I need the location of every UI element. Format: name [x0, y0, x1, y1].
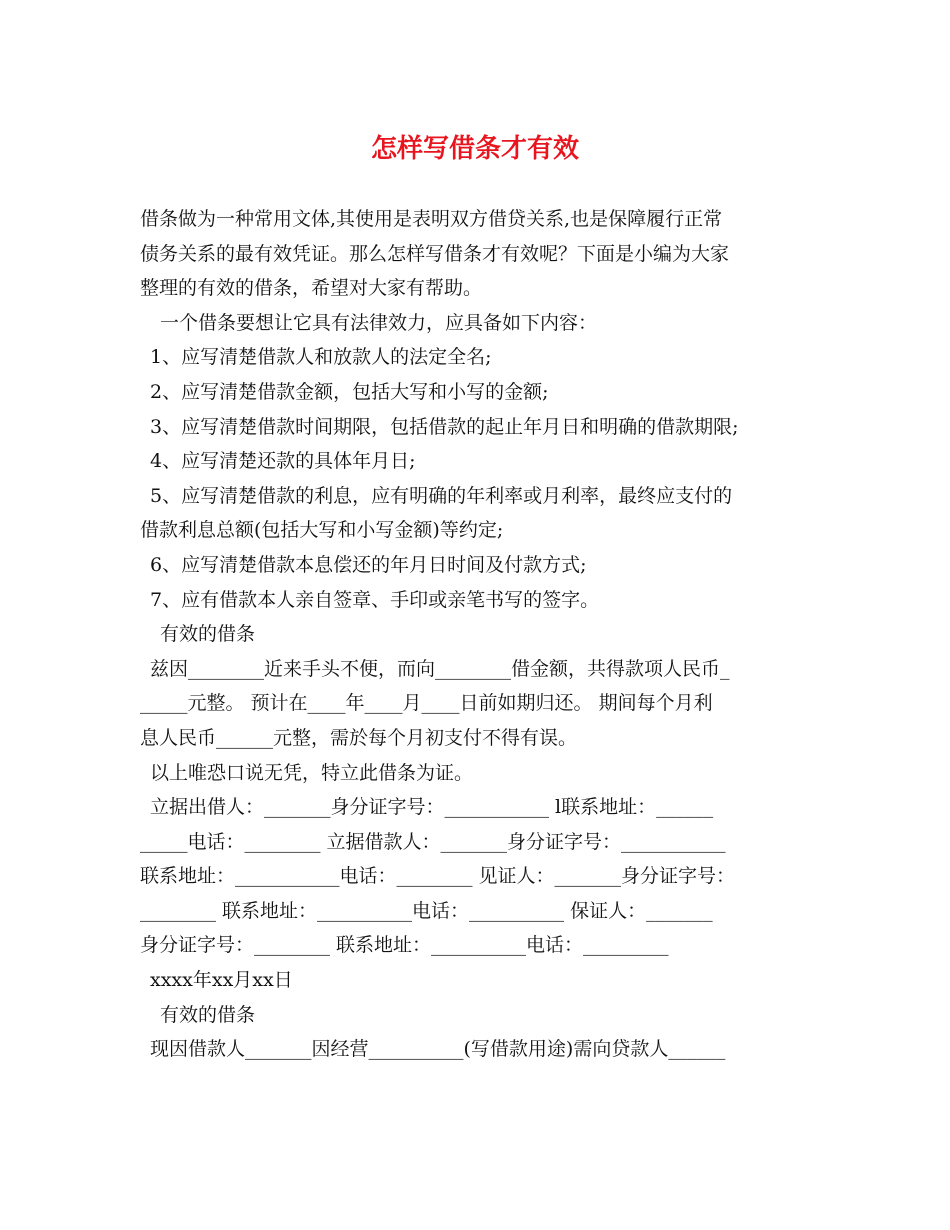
list-item-1: 1、应写清楚借款人和放款人的法定全名; [150, 346, 492, 369]
section-heading-2: 有效的借条 [160, 1003, 256, 1026]
signature-line-3: 联系地址：___________电话：________ 见证人：_______身分证字号： [140, 865, 736, 888]
note-line-2: _____元整。 预计在____年____月____日前如期归还。 期间每个月利 [140, 692, 713, 715]
signature-line-4: ________ 联系地址：__________电话：__________ 保证人：_______ [140, 899, 713, 922]
list-item-2: 2、应写清楚借款金额，包括大写和小写的金额; [150, 380, 549, 403]
list-item-6: 6、应写清楚借款本息偿还的年月日时间及付款方式; [150, 553, 587, 576]
list-item-7: 7、应有借款本人亲自签章、手印或亲笔书写的签字。 [150, 588, 600, 611]
intro-line-2: 债务关系的最有效凭证。那么怎样写借条才有效呢？下面是小编为大家 [140, 242, 730, 265]
lead-paragraph: 一个借条要想让它具有法律效力，应具备如下内容： [160, 311, 598, 334]
note2-line-1: 现因借款人_______因经营__________(写借款用途)需向贷款人______ [150, 1038, 726, 1061]
list-item-5-continued: 借款利息总额(包括大写和小写金额)等约定; [140, 519, 504, 542]
section-heading-1: 有效的借条 [160, 623, 256, 646]
note-line-3: 息人民币______元整，需於每个月初支付不得有误。 [140, 726, 578, 749]
list-item-5: 5、应写清楚借款的利息，应有明确的年利率或月利率，最终应支付的 [150, 484, 733, 507]
note-line-1: 兹因________近来手头不便，而向________借金额，共得款项人民币_ [150, 657, 730, 680]
list-item-3: 3、应写清楚借款时间期限，包括借款的起止年月日和明确的借款期限; [150, 415, 739, 438]
date-line: xxxx年xx月xx日 [150, 969, 293, 992]
signature-line-5: 身分证字号：________ 联系地址：__________电话：_________ [140, 934, 669, 957]
document-body [140, 202, 830, 1067]
intro-line-1: 借条做为一种常用文体,其使用是表明双方借贷关系,也是保障履行正常 [140, 208, 723, 230]
note-line-4: 以上唯恐口说无凭，特立此借条为证。 [150, 761, 474, 784]
list-item-4: 4、应写清楚还款的具体年月日; [150, 450, 416, 473]
document-title: 怎样写借条才有效 [370, 134, 579, 164]
signature-line-2: _____电话：________ 立据借款人：_______身分证字号：___________ [140, 830, 726, 853]
intro-line-3: 整理的有效的借条，希望对大家有帮助。 [140, 277, 483, 300]
signature-line-1: 立据出借人：_______身分证字号：___________ l联系地址：______ [150, 796, 714, 819]
